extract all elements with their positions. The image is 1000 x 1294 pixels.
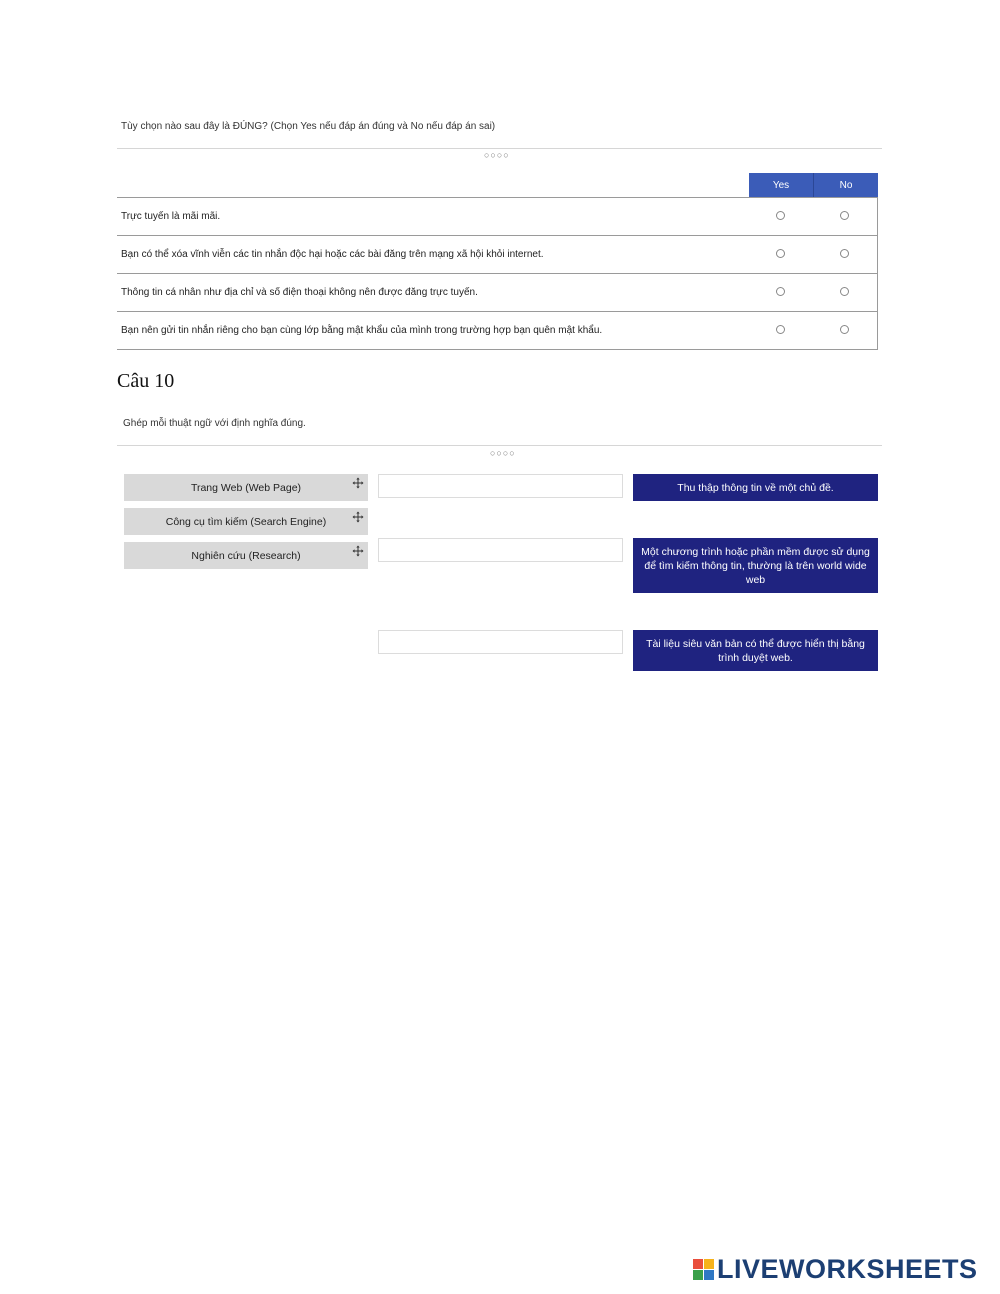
statement-text: Thông tin cá nhân như địa chỉ và số điện thoại không nên được đăng trực tuyến. [121, 287, 478, 298]
term-label: Công cụ tìm kiếm (Search Engine) [165, 515, 327, 528]
table-header [117, 173, 878, 198]
drop-slot[interactable] [378, 630, 623, 654]
radio-yes[interactable] [776, 211, 785, 220]
move-icon[interactable] [352, 545, 364, 557]
definition-box [633, 538, 878, 593]
column-header-yes: Yes [749, 173, 814, 197]
table-row [117, 236, 878, 274]
radio-yes[interactable] [776, 287, 785, 296]
term-label: Trang Web (Web Page) [190, 481, 302, 494]
statement-text: Bạn nên gửi tin nhắn riêng cho bạn cùng lớp bằng mật khẩu của mình trong trường hợp bạn quên mật khẩu. [121, 325, 603, 336]
yes-no-table [117, 173, 878, 350]
definition-box [633, 630, 878, 671]
definition-text: Thu thập thông tin về một chủ đề. [677, 481, 834, 494]
question-10-title: Câu 10 [117, 370, 175, 392]
definition-text: Một chương trình hoặc phần mềm được sử dụng để tìm kiếm thông tin, thường là trên world wide web [641, 545, 870, 586]
logo-tile [704, 1259, 714, 1269]
radio-yes[interactable] [776, 325, 785, 334]
pagination-dots: ○○○○ [490, 448, 516, 458]
draggable-term[interactable] [124, 542, 368, 569]
table-row [117, 198, 878, 236]
radio-no[interactable] [840, 287, 849, 296]
divider [117, 148, 882, 149]
radio-no[interactable] [840, 325, 849, 334]
logo-tile [693, 1259, 703, 1269]
radio-no[interactable] [840, 249, 849, 258]
table-row [117, 274, 878, 312]
radio-yes[interactable] [776, 249, 785, 258]
logo-text: LIVEWORKSHEETS [717, 1253, 978, 1284]
definition-text: Tài liệu siêu văn bản có thể được hiển thị bằng trình duyệt web. [646, 637, 865, 664]
statement-text: Bạn có thể xóa vĩnh viễn các tin nhắn độc hại hoặc các bài đăng trên mạng xã hội khỏi internet. [121, 249, 544, 260]
logo-mark [693, 1259, 714, 1280]
question-10-prompt: Ghép mỗi thuật ngữ với định nghĩa đúng. [123, 418, 306, 429]
column-header-no: No [814, 173, 878, 197]
question-9-prompt: Tùy chọn nào sau đây là ĐÚNG? (Chọn Yes nếu đáp án đúng và No nếu đáp án sai) [121, 121, 496, 132]
statement-text: Trực tuyến là mãi mãi. [121, 211, 221, 222]
divider [117, 445, 882, 446]
table-row [117, 312, 878, 350]
liveworksheets-logo [693, 1253, 978, 1284]
definition-box [633, 474, 878, 501]
pagination-dots: ○○○○ [484, 150, 510, 160]
logo-tile [693, 1270, 703, 1280]
move-icon[interactable] [352, 511, 364, 523]
draggable-term[interactable] [124, 474, 368, 501]
term-label: Nghiên cứu (Research) [191, 549, 301, 562]
drop-slot[interactable] [378, 474, 623, 498]
radio-no[interactable] [840, 211, 849, 220]
draggable-term[interactable] [124, 508, 368, 535]
drop-slot[interactable] [378, 538, 623, 562]
logo-tile [704, 1270, 714, 1280]
move-icon[interactable] [352, 477, 364, 489]
